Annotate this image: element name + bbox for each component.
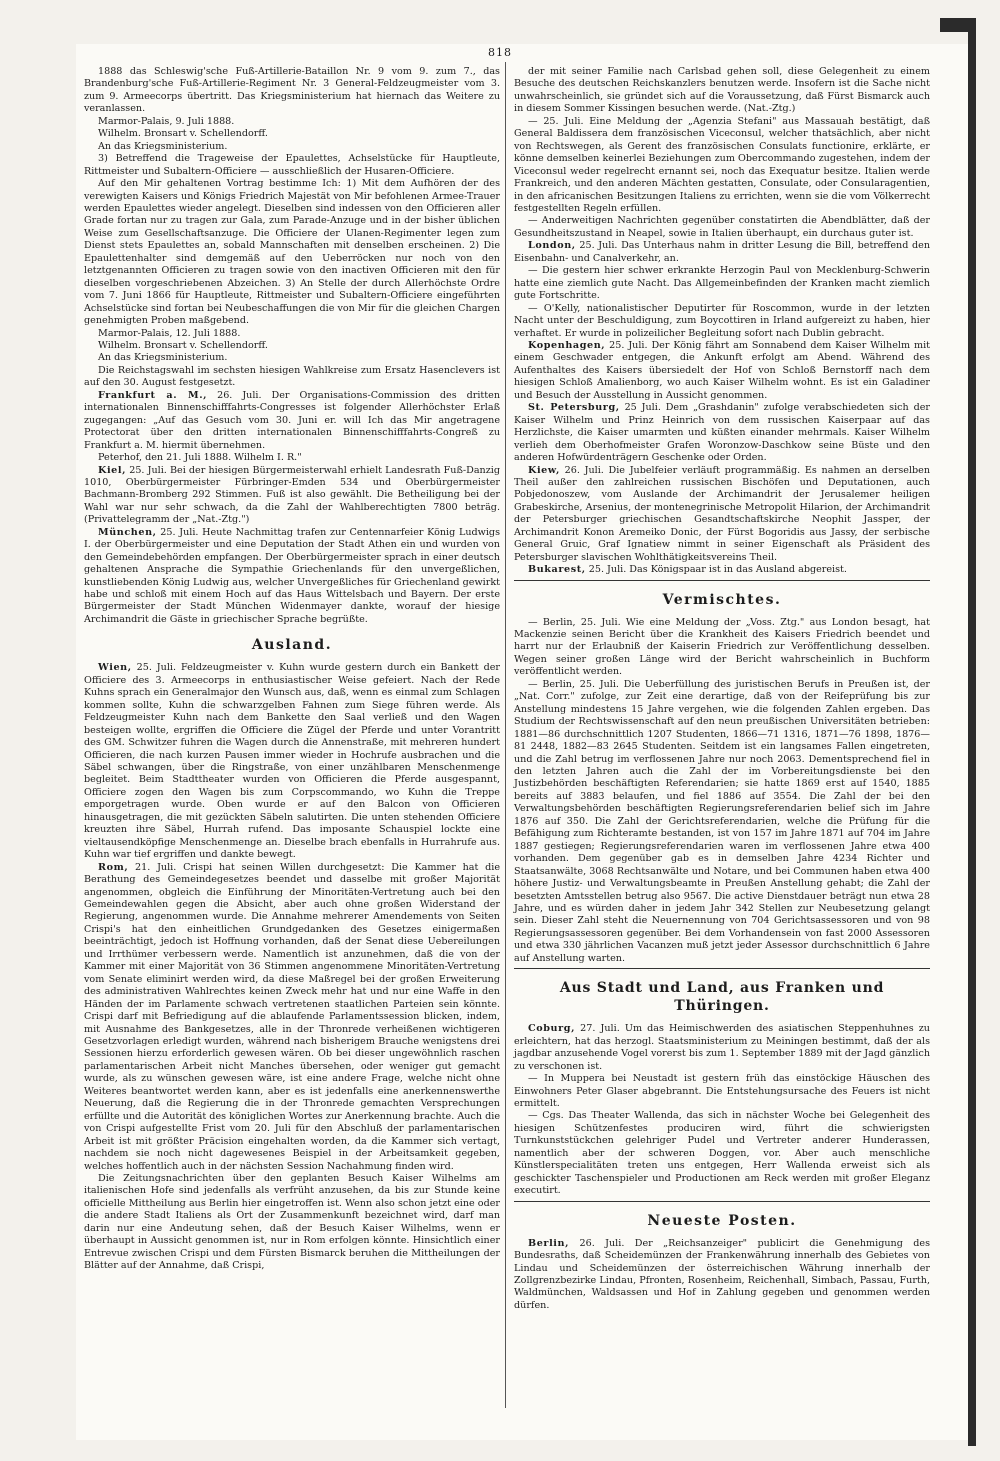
right-column <box>514 66 930 1312</box>
paragraph-text: 1888 das Schleswig'sche Fuß-Artillerie-Bataillon Nr. 9 vom 9. zum 7., das Brandenburg'sche Fuß-Artillerie-Regiment Nr. 3 General-Feldzeugmeister vom 3. zum 9. Armeecorps übertritt. Das Kriegsministerium hat hiernach das Weitere zu veranlassen. <box>84 66 500 115</box>
paragraph-text: — Die gestern hier schwer erkrankte Herzogin Paul von Mecklenburg-Schwerin hatte eine ziemlich gute Nacht. Das Allgemeinbefinden der Kranken macht ziemlich gute Fortschritte. <box>514 265 930 302</box>
article-paragraph <box>84 527 500 627</box>
article-paragraph <box>514 402 930 464</box>
right-blocks-neueste-posten <box>514 1238 930 1313</box>
right-blocks-vermischtes <box>514 617 930 966</box>
article-paragraph <box>514 116 930 216</box>
paragraph-text: Die Reichstagswahl im sechsten hiesigen Wahlkreise zum Ersatz Hasenclevers ist auf den 30. August festgesetzt. <box>84 364 500 389</box>
article-paragraph <box>514 679 930 965</box>
dateline: Kiew, <box>528 464 560 476</box>
article-paragraph <box>84 340 500 352</box>
paragraph-text: Marmor-Palais, 12. Juli 1888. <box>98 327 241 339</box>
dateline: Bukarest, <box>528 564 586 576</box>
paragraph-text: — Anderweitigen Nachrichten gegenüber constatirten die Abendblätter, daß der Gesundheitszustand in Neapel, sowie in Italien überhaupt, ein durchaus guter ist. <box>514 215 930 239</box>
column-divider <box>505 62 506 1408</box>
dateline: Berlin, <box>528 1237 570 1249</box>
dateline: München, <box>98 526 157 538</box>
paragraph-text: — In Muppera bei Neustadt ist gestern früh das einstöckige Häuschen des Einwohners Peter Glaser abgebrannt. Die Entstehungsursache des Feuers ist nicht ermittelt. <box>514 1073 930 1109</box>
page-number: 818 <box>488 46 512 59</box>
paragraph-text: 25. Juli. Das Königspaar ist in das Ausland abgereist. <box>585 564 847 576</box>
paragraph-text: 21. Juli. Crispi hat seinen Willen durchgesetzt: Die Kammer hat die Berathung des Gemeindegesetzes beendet und dasselbe mit großer Majorität angenommen, obgleich die Einführung der Minoritäten-Vertretung auch bei den Gemeindewahlen gegen die Absicht, aber auch ohne großen Widerstand der Regierung, angenommen wurde. Die Annahme mehrerer Amendements von Seiten Crispi's hat den einheitlichen Grundgedanken des Gesetzes einigermaßen beeinträchtigt, jedoch ist Hoffnung vorhanden, daß der Senat diese Uebereilungen und Irrthümer verbessern werde. Namentlich ist anzunehmen, daß die von der Kammer mit einer Majorität von 36 Stimmen angenommene Minoritäten-Vertretung vom Senate eliminirt werden wird, da diese Maßregel bei der großen Erweiterung des administrativen Wahlrechtes keinen Zweck mehr hat und nur eine Waffe in den Händen der im Parlamente schwach vertretenen staatlichen Parteien sein könnte. Crispi darf mit Befriedigung auf die ablaufende Parlamentssession blicken, indem, mit Ausnahme des Bankgesetzes, alle in der Thronrede verheißenen wichtigeren Gesetzvorlagen erledigt wurden, während nach bisherigem Brauche wenigstens drei Sessionen hierzu erforderlich gewesen wären. Ob bei dieser ungewöhnlich raschen parlamentarischen Arbeit nicht Manches übersehen, oder weniger gut gemacht wurde, als zu wünschen gewesen wäre, ist eine andere Frage, welche nicht ohne Weiteres beantwortet werden kann, aber es ist jedenfalls eine anerkennenswerthe Neuerung, daß die Regierung die in der Thronrede gemachten Versprechungen erfüllte und die Autorität des königlichen Wortes zur Anerkennung brachte. Auch die von Crispi aufgestellte Frist vom 20. Juli für den Abschluß der parlamentarischen Arbeit ist mit größter Präcision eingehalten worden, da die Kammer sich vertagt, nachdem sie noch nicht dagewesenes Beispiel in der Arbeitsamkeit gegeben, welches hoffentlich auch in der nächsten Session Nachahmung finden wird. <box>84 861 500 1172</box>
article-paragraph <box>84 662 500 861</box>
article-paragraph <box>514 1238 930 1313</box>
article-paragraph <box>514 1023 930 1073</box>
paragraph-text: Auf den Mir gehaltenen Vortrag bestimme Ich: 1) Mit dem Aufhören der des verewigten Kaisers und Königs Friedrich Majestät von Mir befohlenen Armee-Trauer werden Epaulettes wieder angelegt. Dieselben sind indessen von den Officieren aller Grade fortan nur zu tragen zur Gala, zum Parade-Anzuge und in der bisher üblichen Weise zum Gesellschaftsanzuge. Die Officiere der Ulanen-Regimenter legen zum Dienst stets Epaulettes an, sobald Mannschaften mit denselben erscheinen. 2) Die Epaulettenhalter sind demgemäß auf den Ueberröcken nur noch von den letztgenannten Officieren zu tragen sowie von den inactiven Officieren mit den für dieselben vorgeschriebenen Abzeichen. 3) An Stelle der durch Allerhöchste Ordre vom 7. Juni 1866 für Hauptleute, Rittmeister und Subaltern-Officiere eingeführten Achselstücke sind fortan bei Neubeschaffungen die von Mir für die gleichen Chargen genehmigten Proben maßgebend. <box>84 178 500 327</box>
paragraph-text: — O'Kelly, nationalistischer Deputirter für Roscommon, wurde in der letzten Nacht unter der Beschuldigung, zum Boycottiren in Irland aufgereizt zu haben, hier verhaftet. Er wurde in polizeilicher Begleitung sofort nach Dublin gebracht. <box>514 302 930 339</box>
paragraph-text: 26. Juli. Der „Reichsanzeiger" publicirt die Genehmigung des Bundesraths, daß Scheidemünzen der Frankenwährung innerhalb des Gebietes von Lindau und Scheidemünzen der österreichischen Währung innerhalb der Zollgrenzbezirke Lindau, Pfronten, Rosenheim, Reichenhall, Simbach, Passau, Furth, Waldmünchen, Waldsassen und Hof in Zahlung gegeben und genommen werden dürfen. <box>514 1237 930 1311</box>
left-blocks-ausland <box>84 662 500 1272</box>
paragraph-text: 26. Juli. Die Jubelfeier verläuft programmäßig. Es nahmen an derselben Theil außer den zahlreichen russischen Bischöfen und Deputationen, auch Pobjedonoszew, vom Auslande der Archimandrit der Jerusalemer heiligen Grabeskirche, Arsenius, der montenegrinische Metropolit Hilarion, der Archimandrit der Petersburger griechischen Gesandtschaftskirche Neophit Jassper, der Archimandrit Konon Aremeiko Donic, der Fürst Bogoridis aus Jassy, der serbische General Gruic, Graf Ignatiew nimmt in seiner Eigenschaft als Präsident des Petersburger slavischen Wohlthätigkeitsvereins Theil. <box>514 464 930 563</box>
section-rule <box>514 968 930 969</box>
dateline: St. Petersburg, <box>528 402 620 414</box>
dateline: London, <box>528 240 576 252</box>
paragraph-text: Marmor-Palais, 9. Juli 1888. <box>98 115 235 127</box>
article-paragraph <box>84 1173 500 1273</box>
paragraph-text: Wilhelm. Bronsart v. Schellendorff. <box>98 339 268 351</box>
left-blocks <box>84 66 500 626</box>
paragraph-text: An das Kriegsministerium. <box>98 140 228 152</box>
article-paragraph <box>84 153 500 178</box>
paragraph-text: 25. Juli. Das Unterhaus nahm in dritter Lesung die Bill, betreffend den Eisenbahn- und Canalverkehr, an. <box>514 240 930 264</box>
article-paragraph <box>84 116 500 128</box>
article-paragraph <box>514 340 930 402</box>
paragraph-text: der mit seiner Familie nach Carlsbad gehen soll, diese Gelegenheit zu einem Besuche des deutschen Reichskanzlers benutzen werde. Insofern ist die Sache nicht unwahrscheinlich, sie gründet sich auf die Voraussetzung, daß Fürst Bismarck auch in diesem Sommer Kissingen besuchen werde. (Nat.-Ztg.) <box>514 66 930 115</box>
paragraph-text: — Cgs. Das Theater Wallenda, das sich in nächster Woche bei Gelegenheit des hiesigen Schützenfestes produciren wird, führt die schwierigsten Turnkunststückchen gelehriger Pudel und Vertreter anderer Hunderassen, namentlich aber der schweren Doggen, vor. Aber auch menschliche Künstlerspecialitäten treten uns entgegen, Herr Wallenda erweist sich als geschickter Taschenspieler und Productionen am Reck werden mit großer Eleganz executirt. <box>514 1110 930 1197</box>
dateline: Frankfurt a. M., <box>98 389 208 401</box>
scan-edge-right <box>968 26 976 1446</box>
paragraph-text: — Berlin, 25. Juli. Die Ueberfüllung des juristischen Berufs in Preußen ist, der „Nat. Corr." zufolge, zur Zeit eine derartige, daß von der Reifeprüfung bis zur Anstellung mindestens 15 Jahre vergehen, wie die folgenden Zahlen ergeben. Das Studium der Rechtswissenschaft auf den neun preußischen Universitäten betrieben: 1881—86 durchschnittlich 1207 Studenten, 1866—71 1316, 1871—76 1898, 1876—81 2448, 1882—83 2645 Studenten. Seitdem ist ein langsames Fallen eingetreten, und die Zahl betrug im verflossenen Jahre nur noch 2063. Dementsprechend fiel in den letzten Jahren auch die Zahl der im Vorbereitungsdienste bei den Justizbehörden beschäftigten Referendarien; sie hatte 1869 erst auf 1540, 1885 bereits auf 3883 belaufen, und fiel 1886 auf 3554. Die Zahl der bei den Verwaltungsbehörden beschäftigten Regierungsreferendarien belief sich im Jahre 1876 auf 350. Die Zahl der Gerichtsreferendarien, welche die Prüfung für die Befähigung zum Richteramte bestanden, ist von 157 im Jahre 1871 auf 704 im Jahre 1887 gestiegen; Regierungsreferendarien waren im verflossenen Jahre etwa 400 vorhanden. Dem gegenüber gab es in demselben Jahre 4234 Richter und Staatsanwälte, 3068 Rechtsanwälte und Notare, und bei Communen haben etwa 400 höhere Justiz- und Verwaltungsbeamte in Preußen Anstellung gehabt; die Zahl der besetzten Amtsstellen betrug also 9567. Die active Dienstdauer beträgt nun etwa 28 Jahre, und es würden daher in jedem Jahr 342 Stellen zur Neubesetzung gelangt sein. Dieser Zahl steht die Neuernennung von 704 Gerichtsassessoren und von 98 Regierungsassessoren gegenüber. Bei dem Vorhandensein von fast 2000 Assessoren und etwa 330 jährlichen Vacanzen muß jetzt jeder Assessor durchschnittlich 6 Jahre auf Anstellung warten. <box>514 678 930 964</box>
article-paragraph <box>514 465 930 565</box>
article-paragraph <box>84 128 500 140</box>
article-paragraph <box>84 141 500 153</box>
dateline: Wien, <box>98 662 132 674</box>
paragraph-text: — 25. Juli. Eine Meldung der „Agenzia Stefani" aus Massauah bestätigt, daß General Baldissera dem französischen Viceconsul, welcher thatsächlich, aber nicht von Rechtswegen, als Gerent des französischen Consulats functionire, erklärte, er könne demselben keinerlei Beziehungen zum Obercommando zugestehen, indem der Viceconsul weder regelrecht ernannt sei, noch das Exequatur besitze. Italien werde Frankreich, und den anderen Mächten gestatten, Consulate, oder Consularagentien, in den africanischen Besitzungen Italiens zu errichten, wenn sie die vom Völkerrecht festgestellten Regeln erfüllen. <box>514 115 930 214</box>
article-paragraph <box>84 862 500 1173</box>
paragraph-text: 25. Juli. Bei der hiesigen Bürgermeisterwahl erhielt Landesrath Fuß-Danzig 1010, Oberbürgermeister Fürbringer-Emden 534 und Oberbürgermeister Bachmann-Bromberg 292 Stimmen. Fuß ist also gewählt. Die Betheiligung bei der Wahl war nur sehr schwach, da die Zahl der Wahlberechtigten 7800 beträg. (Privattelegramm der „Nat.-Ztg.") <box>84 464 500 526</box>
paragraph-text: 25 Juli. Dem „Grashdanin" zufolge verabschiedeten sich der Kaiser Wilhelm und Prinz Heinrich von dem russischen Kaiserpaar auf das Herzlichste, die Kaiser umarmten und küßten einander mehrmals. Kaiser Wilhelm verlieh dem Oberhofmeister Grafen Woronzow-Daschkow seine Büste und den anderen Hofwürdenträgern Geschenke oder Orden. <box>514 402 930 464</box>
right-blocks <box>514 66 930 577</box>
dateline: Kopenhagen, <box>528 339 606 351</box>
left-column <box>84 66 500 1273</box>
section-heading-vermischtes: Vermischtes. <box>662 591 782 608</box>
paragraph-text: 25. Juli. Heute Nachmittag trafen zur Centennarfeier König Ludwigs I. der Oberbürgermeister und eine Deputation der Stadt Athen ein und wurden von den Gemeindebehörden empfangen. Der Oberbürgermeister sprach in einer deutsch gehaltenen Ansprache die Sympathie Griechenlands für den unvergeßlichen, kunstliebenden König Ludwig aus, welcher Unvergeßliches für Griechenland gewirkt habe und schloß mit einem Hoch auf das Haus Wittelsbach und Bayern. Der erste Bürgermeister der Stadt München Widenmayer dankte, worauf der hiesige Archimandrit die Gäste in griechischer Sprache begrüßte. <box>84 526 500 625</box>
article-paragraph <box>514 617 930 679</box>
article-paragraph <box>84 328 500 340</box>
article-paragraph <box>514 1073 930 1110</box>
article-paragraph <box>84 465 500 527</box>
dateline: Coburg, <box>528 1023 576 1035</box>
article-paragraph <box>84 352 500 364</box>
article-paragraph <box>514 215 930 240</box>
paragraph-text: 27. Juli. Um das Heimischwerden des asiatischen Steppenhuhnes zu erleichtern, hat das herzogl. Staatsministerium zu Meiningen bestimmt, daß der als jagdbar anzusehende Vogel vorerst bis zum 1. September 1889 mit der Jagd gänzlich zu verschonen ist. <box>514 1023 930 1072</box>
article-paragraph <box>514 240 930 265</box>
section-heading-neueste-posten: Neueste Posten. <box>647 1212 797 1229</box>
article-paragraph <box>84 452 500 464</box>
paragraph-text: 3) Betreffend die Trageweise der Epaulettes, Achselstücke für Hauptleute, Rittmeister und Subaltern-Officiere — ausschließlich der Husaren-Officiere. <box>84 153 500 177</box>
section-rule <box>514 1201 930 1202</box>
article-paragraph <box>84 178 500 327</box>
article-paragraph <box>514 303 930 340</box>
section-heading-stadt-land: Aus Stadt und Land, aus Franken und Thüringen. <box>559 980 885 1015</box>
section-heading-ausland: Ausland. <box>251 637 333 654</box>
paragraph-text: 25. Juli. Der König fährt am Sonnabend dem Kaiser Wilhelm mit einem Geschwader entgegen, die Ankunft erfolgt am Abend. Während des Aufenthaltes des Kaisers übersiedelt der Hof von Schloß Bernstorff nach dem hiesigen Schloß Amalienborg, wo auch Kaiser Wilhelm wohnt. Es ist ein Galadiner und Besuch der Ausstellung in Aussicht genommen. <box>514 339 930 401</box>
article-paragraph <box>514 1110 930 1197</box>
article-paragraph <box>514 265 930 302</box>
article-paragraph <box>84 390 500 452</box>
paragraph-text: Die Zeitungsnachrichten über den geplanten Besuch Kaiser Wilhelms am italienischen Hofe sind jedenfalls als verfrüht anzusehen, da bis zur Stunde keine officielle Mittheilung aus Berlin hier eingetroffen ist. Wenn also schon jetzt eine oder die andere Stadt Italiens als Ort der Zusammenkunft bezeichnet wird, darf man darin nur eine Andeutung sehen, daß der Besuch Kaiser Wilhelms, wenn er überhaupt in Aussicht genommen ist, nur in Rom erfolgen könnte. Hinsichtlich einer Entrevue zwischen Crispi und dem Fürsten Bismarck beruhen die Mittheilungen der Blätter auf der Annahme, daß Crispi, <box>84 1172 500 1272</box>
paragraph-text: Peterhof, den 21. Juli 1888. Wilhelm I. R." <box>98 452 302 464</box>
article-paragraph <box>514 66 930 116</box>
right-blocks-stadt-land <box>514 1023 930 1197</box>
dateline: Kiel, <box>98 464 127 476</box>
section-rule <box>514 580 930 581</box>
article-paragraph <box>84 66 500 116</box>
paragraph-text: Wilhelm. Bronsart v. Schellendorff. <box>98 128 268 140</box>
paragraph-text: 26. Juli. Der Organisations-Commission des dritten internationalen Binnenschifffahrts-Congresses ist folgender Allerhöchster Erlaß zugegangen: „Auf das Gesuch vom 30. Juni er. will Ich das Mir angetragene Protectorat über den dritten internationalen Binnenschifffahrts-Congreß zu Frankfurt a. M. hiermit übernehmen. <box>84 389 501 451</box>
paragraph-text: — Berlin, 25. Juli. Wie eine Meldung der „Voss. Ztg." aus London besagt, hat Mackenzie seinen Bericht über die Krankheit des Kaisers Friedrich beendet und harrt nur der Erlaubniß der Kaiserin Friedrich zur Veröffentlichung desselben. Wegen seiner großen Länge wird der Bericht wahrscheinlich in Buchform veröffentlicht werden. <box>514 616 930 678</box>
article-paragraph <box>514 564 930 576</box>
paragraph-text: 25. Juli. Feldzeugmeister v. Kuhn wurde gestern durch ein Bankett der Officiere des 3. Armeecorps in enthusiastischer Weise gefeiert. Nach der Rede Kuhns sprach ein Generalmajor den Wunsch aus, daß, wenn es einmal zum Schlagen kommen sollte, Kuhn die schwarzgelben Fahnen zum Siege führen werde. Als Feldzeugmeister Kuhn nach dem Bankette den Saal verließ und den Wagen besteigen wollte, ergriffen die Officiere die Zügel der Pferde und unter Vorantritt des GM. Schwitzer fuhren die Wagen durch die Annenstraße, mit mehreren hundert Officieren, die nach kurzen Pausen immer wieder in Hochrufe ausbrachen und die Säbel schwangen, über die Ringstraße, von einer unzählbaren Menschenmenge begleitet. Beim Stadttheater wurden von Officieren die Pferde ausgespannt, Officiere zogen den Wagen bis zum Corpscommando, wo Kuhn die Treppe emporgetragen wurde. Oben wurde er auf den Balcon von Officieren hinausgetragen, die mit gezückten Säbeln salutirten. Die unten stehenden Officiere kreuzten ihre Säbel, Hurrah rufend. Das imposante Schauspiel lockte eine vieltausendköpfige Menschenmenge an. Dieselbe brach ebenfalls in Hurrahrufe aus. Kuhn war tief ergriffen und dankte bewegt. <box>84 662 500 861</box>
article-paragraph <box>84 365 500 390</box>
paragraph-text: An das Kriegsministerium. <box>98 352 228 364</box>
dateline: Rom, <box>98 861 129 873</box>
